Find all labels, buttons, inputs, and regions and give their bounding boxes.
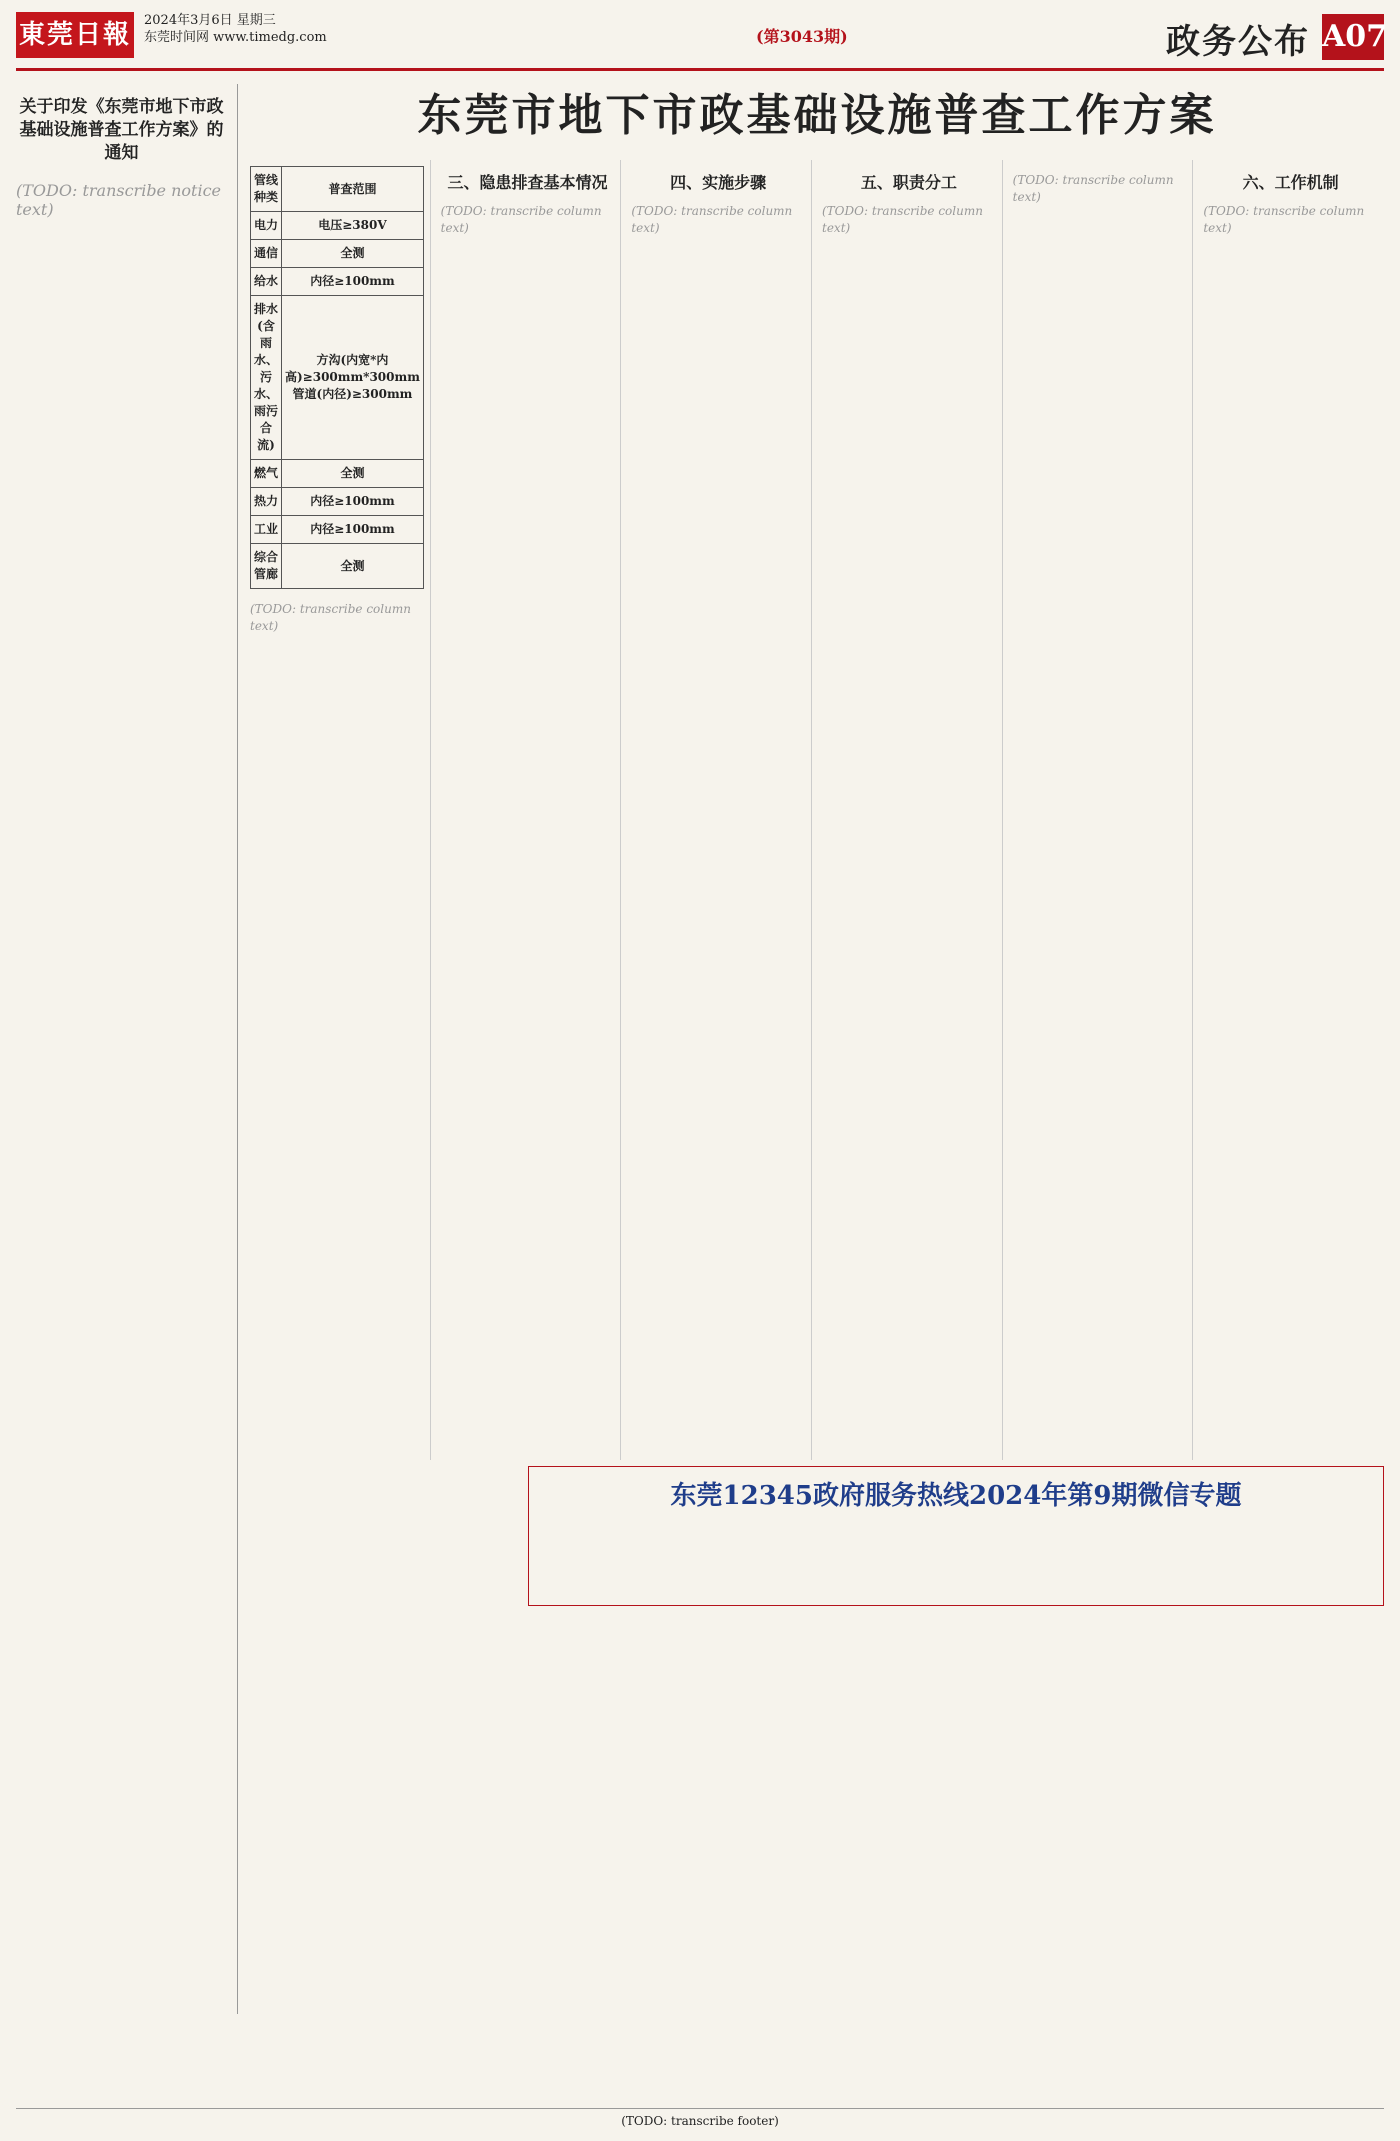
article-column-5 xyxy=(1013,160,1194,1460)
hotline-ad-banner xyxy=(528,1466,1384,1606)
section-heading: 三、隐患排查基本情况 xyxy=(447,173,608,192)
column-text: (TODO: transcribe column text) xyxy=(631,204,793,235)
pipeline-spec-table xyxy=(250,166,424,589)
column-text: (TODO: transcribe column text) xyxy=(1012,173,1174,204)
table-row xyxy=(251,212,424,240)
section-heading: 五、职责分工 xyxy=(860,173,957,192)
column-text: (TODO: transcribe column text) xyxy=(822,204,983,235)
masthead-meta xyxy=(144,12,327,46)
table-cell: 全测 xyxy=(282,460,424,488)
section-title: 政务公布 xyxy=(1166,22,1310,62)
section-heading: 六、工作机制 xyxy=(1242,173,1339,192)
newspaper-logo: 東莞日報 xyxy=(16,12,134,58)
section-heading: 四、实施步骤 xyxy=(670,173,767,192)
table-cell: 电力 xyxy=(251,212,282,240)
hotline-ad-title: 东莞12345政府服务热线2024年第9期微信专题 xyxy=(670,1481,1242,1511)
article-column-6 xyxy=(1203,160,1384,1460)
notice-column xyxy=(16,84,238,2014)
table-row xyxy=(251,296,424,460)
table-row xyxy=(251,488,424,516)
table-cell: 通信 xyxy=(251,240,282,268)
table-row xyxy=(251,544,424,589)
article-column-2 xyxy=(441,160,622,1460)
table-header: 管线种类 xyxy=(251,167,282,212)
column-text: (TODO: transcribe column text) xyxy=(250,602,411,633)
table-cell: 燃气 xyxy=(251,460,282,488)
article-column-1 xyxy=(250,160,431,1460)
table-cell: 内径≥100mm xyxy=(282,516,424,544)
table-cell: 给水 xyxy=(251,268,282,296)
page-number: A07 xyxy=(1322,14,1384,60)
article-column-3 xyxy=(631,160,812,1460)
table-cell: 工业 xyxy=(251,516,282,544)
column-text: (TODO: transcribe column text) xyxy=(1203,204,1365,235)
table-row xyxy=(251,268,424,296)
masthead-date: 2024年3月6日 星期三 xyxy=(144,13,276,28)
page-footer: (TODO: transcribe footer) xyxy=(16,2108,1384,2133)
table-row xyxy=(251,516,424,544)
column-text: (TODO: transcribe column text) xyxy=(440,204,602,235)
table-header: 普查范围 xyxy=(282,167,424,212)
table-cell: 综合管廊 xyxy=(251,544,282,589)
table-cell: 热力 xyxy=(251,488,282,516)
masthead-site: 东莞时间网 www.timedg.com xyxy=(144,30,327,45)
masthead xyxy=(16,8,1388,71)
article-column-4 xyxy=(822,160,1003,1460)
table-cell: 排水(含雨水、污水、雨污合流) xyxy=(251,296,282,460)
article-title: 东莞市地下市政基础设施普查工作方案 xyxy=(417,90,1217,141)
article-columns xyxy=(250,160,1384,1460)
table-cell: 全测 xyxy=(282,240,424,268)
table-cell: 内径≥100mm xyxy=(282,488,424,516)
table-row xyxy=(251,460,424,488)
table-cell: 内径≥100mm xyxy=(282,268,424,296)
table-cell: 电压≥380V xyxy=(282,212,424,240)
table-row xyxy=(251,240,424,268)
notice-paragraph: (TODO: transcribe notice text) xyxy=(16,181,222,219)
notice-title: 关于印发《东莞市地下市政基础设施普查工作方案》的通知 xyxy=(19,97,224,163)
issue-number: (第3043期) xyxy=(756,27,848,46)
table-cell: 方沟(内宽*内高)≥300mm*300mm 管道(内径)≥300mm xyxy=(282,296,424,460)
table-cell: 全测 xyxy=(282,544,424,589)
